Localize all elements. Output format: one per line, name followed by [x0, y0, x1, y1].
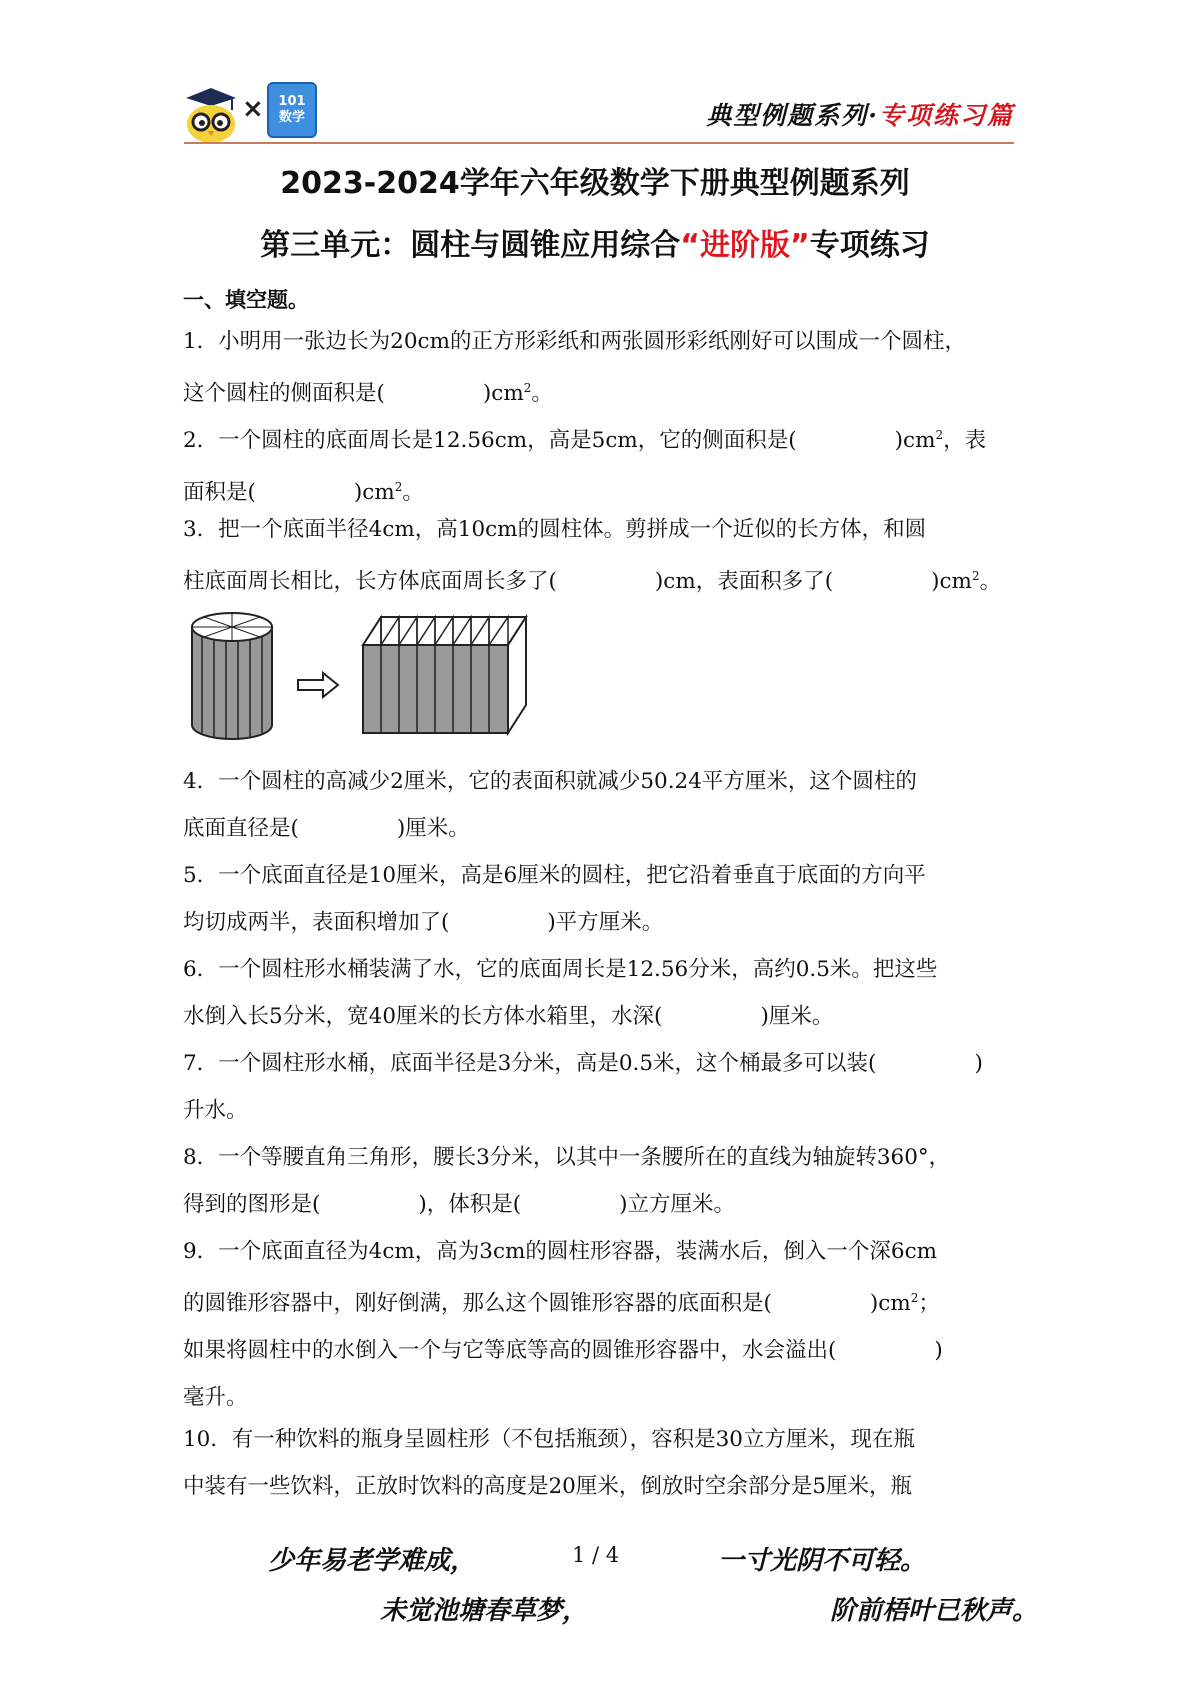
q3-line1: 3．把一个底面半径4cm，高10cm的圆柱体。剪拼成一个近似的长方体，和圆: [183, 517, 927, 542]
q1-line1: 1．小明用一张边长为20cm的正方形彩纸和两张圆形彩纸刚好可以围成一个圆柱，: [183, 329, 966, 354]
logo-101-text: 101: [278, 94, 306, 109]
page-number: 1 / 4: [572, 1543, 620, 1567]
question-5: [183, 852, 1023, 946]
poem-text-4: 阶前梧叶已秋声。: [830, 1596, 1039, 1626]
q9-line3: 如果将圆柱中的水倒入一个与它等底等高的圆锥形容器中，水会溢出( ): [183, 1338, 943, 1364]
subtitle-post: 专项练习: [809, 228, 930, 263]
question-1: [183, 318, 1023, 417]
q7-line1: 7．一个圆柱形水桶，底面半径是3分米，高是0.5米，这个桶最多可以装( ): [183, 1051, 983, 1076]
q5-line1: 5．一个底面直径是10厘米，高是6厘米的圆柱，把它沿着垂直于底面的方向平: [183, 863, 926, 888]
q7-line2: 升水。: [183, 1098, 248, 1123]
q9-line2: 的圆锥形容器中，刚好倒满，那么这个圆锥形容器的底面积是( )$cm^2$；: [183, 1291, 940, 1317]
q8-line1: 8．一个等腰直角三角形，腰长3分米，以其中一条腰所在的直线为轴旋转360°，: [183, 1145, 951, 1170]
q6-line2: 水倒入长5分米，宽40厘米的长方体水箱里，水深( )厘米。: [183, 1004, 834, 1029]
q4-line2: 底面直径是( )厘米。: [183, 816, 470, 841]
section-heading: 一、填空题。: [183, 288, 309, 312]
series-label: [706, 96, 1014, 132]
page-header: [184, 80, 1014, 146]
series-black-text: 典型例题系列·: [706, 101, 879, 130]
q4-line1: 4．一个圆柱的高减少2厘米，它的表面积就减少50.24平方厘米，这个圆柱的: [183, 769, 917, 794]
page-title: 2023-2024学年六年级数学下册典型例题系列: [280, 166, 910, 201]
poem-text-3: 未觉池塘春草梦，: [380, 1596, 589, 1626]
question-3: [183, 506, 1023, 605]
poem-text-2: 一寸光阴不可轻。: [718, 1546, 927, 1576]
question-10: [183, 1416, 1023, 1510]
subtitle-pre: 第三单元：圆柱与圆锥应用综合: [260, 228, 681, 263]
page-subtitle: [0, 220, 1190, 264]
question-2: [183, 412, 1023, 516]
q3-line2: 柱底面周长相比，长方体底面周长多了( )cm，表面积多了( )$cm^2$。: [183, 569, 1002, 595]
q9-line4: 毫升。: [183, 1385, 248, 1411]
subtitle-red: “进阶版”: [680, 228, 810, 263]
question-8: [183, 1134, 1023, 1228]
q10-line1: 10．有一种饮料的瓶身呈圆柱形（不包括瓶颈），容积是30立方厘米，现在瓶: [183, 1427, 915, 1452]
q1-line2: 这个圆柱的侧面积是( )$cm^2$。: [183, 381, 553, 407]
series-red-text: 专项练习篇: [878, 101, 1014, 130]
footer-poem-line2: [380, 1590, 1040, 1630]
logo-math-text: 数学: [278, 110, 305, 125]
q8-line2: 得到的图形是( )，体积是( )立方厘米。: [183, 1192, 736, 1217]
q2-line2: 面积是( )$cm^2$。: [183, 480, 424, 506]
poem-text-1: 少年易老学难成，: [268, 1546, 477, 1576]
logo-times-sign: ×: [242, 94, 264, 124]
question-7: [183, 1040, 1023, 1134]
q2-line1: 2．一个圆柱的底面周长是12.56cm，高是5cm，它的侧面积是( )$cm^2$，表: [183, 428, 987, 454]
header-divider: [184, 142, 1014, 144]
question-6: [183, 946, 1023, 1040]
owl-logo-icon: [184, 86, 238, 144]
q6-line1: 6．一个圆柱形水桶装满了水，它的底面周长是12.56分米，高约0.5米。把这些: [183, 957, 938, 982]
cuboid-icon: [363, 617, 526, 733]
q9-line1: 9．一个底面直径为4cm，高为3cm的圆柱形容器，装满水后，倒入一个深6cm: [183, 1239, 938, 1264]
question-9: [183, 1228, 1023, 1421]
cylinder-to-cuboid-figure: [188, 605, 538, 745]
arrow-right-icon: [298, 673, 338, 697]
question-4: [183, 758, 1023, 852]
cylinder-icon: [192, 613, 272, 739]
q10-line2: 中装有一些饮料，正放时饮料的高度是20厘米，倒放时空余部分是5厘米，瓶: [183, 1474, 913, 1499]
logo-101-math: [267, 82, 317, 138]
q5-line2: 均切成两半，表面积增加了( )平方厘米。: [183, 910, 664, 935]
